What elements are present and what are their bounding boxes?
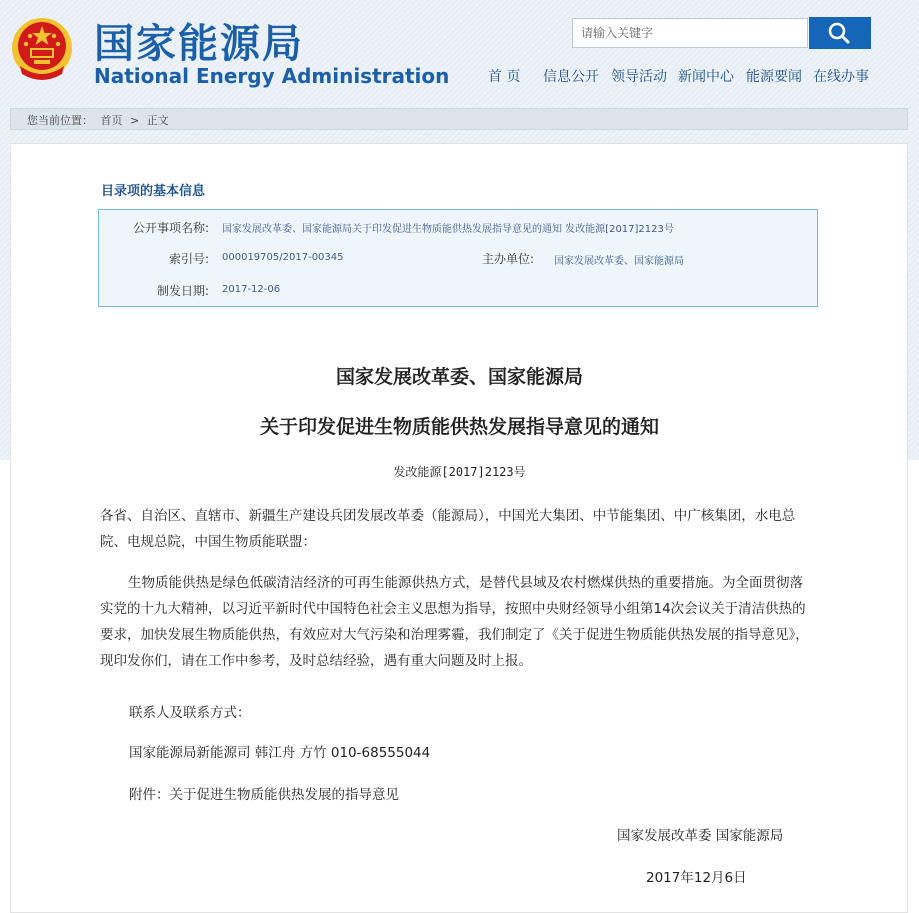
site-logo-english[interactable]: National Energy Administration <box>94 64 450 88</box>
search-button[interactable] <box>809 17 871 49</box>
site-logo-chinese[interactable]: 国家能源局 <box>94 21 304 67</box>
search-input[interactable]: 请输入关键字 <box>572 18 808 48</box>
public-item-label: 公开事项名称: <box>132 221 209 235</box>
breadcrumb-prefix: 您当前位置： <box>27 114 93 127</box>
issue-date-value: 2017-12-06 <box>222 284 281 295</box>
breadcrumb-bar <box>10 108 908 130</box>
host-unit-value: 国家发展改革委、国家能源局 <box>554 256 684 267</box>
body-paragraph: 生物质能供热是绿色低碳清洁经济的可再生能源供热方式，是替代县域及农村燃煤供热的重要措施。为全面贯彻落实党的十九大精神，以习近平新时代中国特色社会主义思想为指导，按照中央财经领导小组第14次会议关于清洁供热的要求，加快发展生物质能供热，有效应对大气污染和治理雾霾，我们制定了《关于促进生物质能供热发展的指导意见》，现印发你们，请在工作中参考，及时总结经验，遇有重大问题及时上报。 <box>100 575 809 669</box>
breadcrumb-current: 正文 <box>146 114 169 127</box>
contact-value: 国家能源局新能源司 韩江舟 方竹 010-68555044 <box>129 745 431 761</box>
index-number-label: 索引号: <box>168 252 209 266</box>
index-number-value: 000019705/2017-00345 <box>222 252 344 263</box>
search-icon <box>827 22 851 44</box>
nav-info-disclosure[interactable]: 信息公开 <box>543 69 599 85</box>
public-item-value: 国家发展改革委、国家能源局关于印发促进生物质能供热发展指导意见的通知 发改能源[2017]2123号 <box>222 224 674 235</box>
breadcrumb <box>27 112 173 128</box>
attachment-link[interactable]: 附件：关于促进生物质能供热发展的指导意见 <box>129 787 399 803</box>
breadcrumb-home-link[interactable]: 首页 <box>100 114 123 127</box>
document-number: 发改能源[2017]2123号 <box>393 465 526 479</box>
document-title-line2: 关于印发促进生物质能供热发展指导意见的通知 <box>259 416 659 438</box>
host-unit-label: 主办单位: <box>481 252 534 266</box>
nav-energy-news[interactable]: 能源要闻 <box>746 69 802 85</box>
signatory: 国家发展改革委 国家能源局 <box>617 828 784 844</box>
nav-leadership-activities[interactable]: 领导活动 <box>611 69 667 85</box>
sign-date: 2017年12月6日 <box>646 870 747 886</box>
nav-news-center[interactable]: 新闻中心 <box>678 69 734 85</box>
nav-home[interactable]: 首 页 <box>488 69 521 85</box>
issue-date-label: 制发日期: <box>156 284 209 298</box>
metadata-heading: 目录项的基本信息 <box>101 184 206 199</box>
site-header <box>0 0 919 100</box>
national-emblem-icon <box>10 14 74 84</box>
contact-label: 联系人及联系方式： <box>129 705 251 721</box>
metadata-box <box>98 209 818 307</box>
recipients-paragraph: 各省、自治区、直辖市、新疆生产建设兵团发展改革委（能源局），中国光大集团、中节能集团、中广核集团，水电总院、电规总院，中国生物质能联盟： <box>100 508 796 550</box>
breadcrumb-separator: > <box>130 114 140 127</box>
document-title-line1: 国家发展改革委、国家能源局 <box>335 366 583 388</box>
nav-online-services[interactable]: 在线办事 <box>813 69 869 85</box>
